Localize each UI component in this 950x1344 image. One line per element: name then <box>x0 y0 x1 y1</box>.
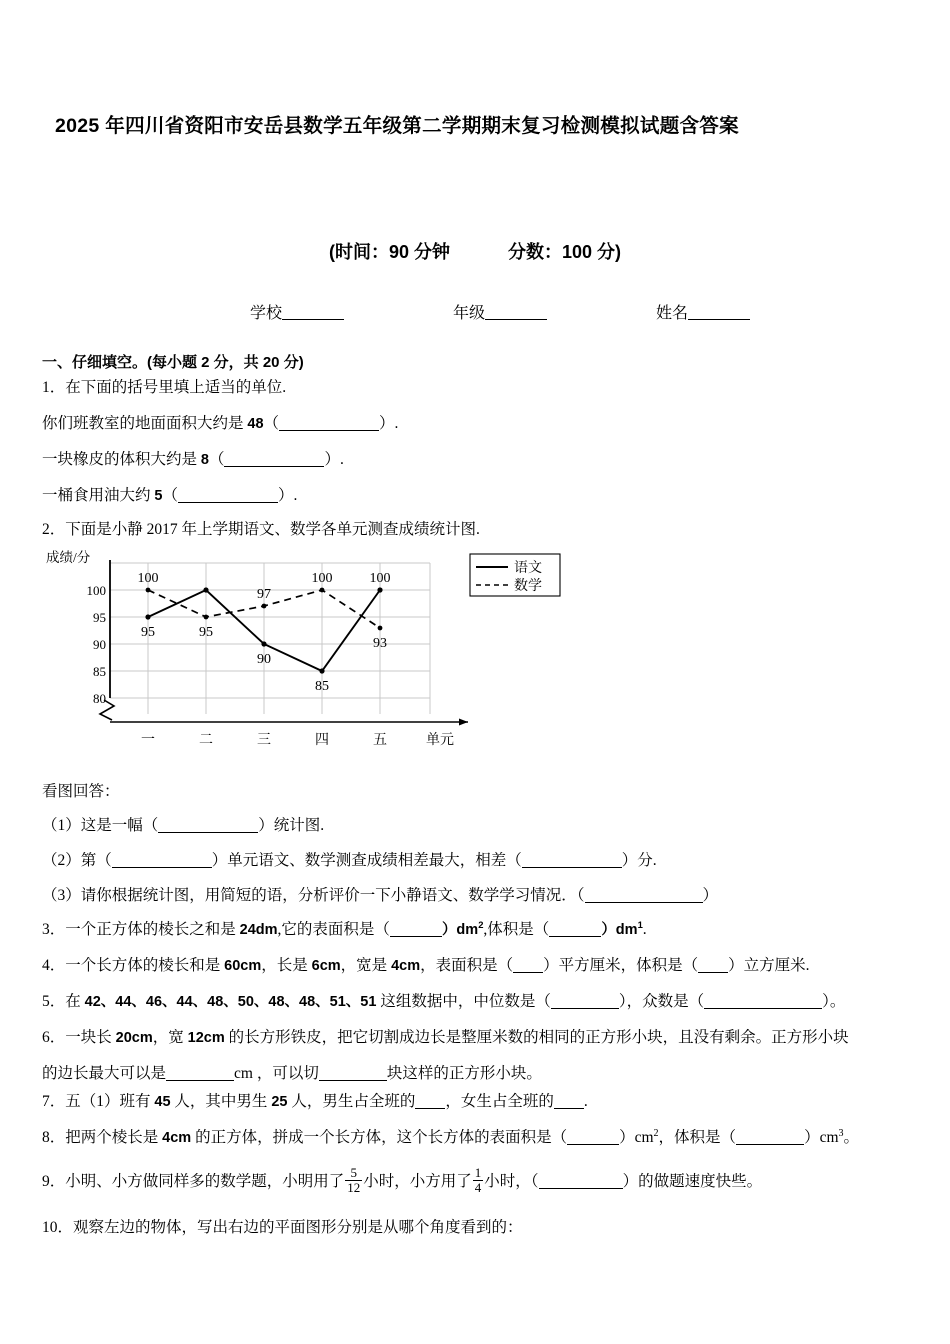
q9-fraction-1-numerator: 5 <box>345 1166 362 1181</box>
question-8 <box>42 1126 859 1150</box>
question-5 <box>42 990 845 1014</box>
q7-blank-1[interactable] <box>415 1094 445 1110</box>
svg-text:97: 97 <box>257 587 271 602</box>
q3-part-4: 2 <box>478 919 484 931</box>
q8-value-1: 4cm <box>162 1130 192 1147</box>
svg-text:三: 三 <box>257 733 271 748</box>
q7-e: . <box>583 1093 588 1110</box>
q1-line1-value: 48 <box>247 416 264 432</box>
q2-sub3-blank[interactable] <box>585 888 703 904</box>
q2-sub1-blank[interactable] <box>158 818 258 834</box>
chart-y-tick-labels <box>87 583 107 706</box>
exam-time-label: (时间：90 分钟 <box>328 242 450 262</box>
svg-text:85: 85 <box>93 664 106 679</box>
q5-data: 42、44、46、44、48、50、48、48、51、51 <box>84 994 377 1010</box>
q9-a: 小明、小方做同样多的数学题，小明用了 <box>65 1172 345 1190</box>
grade-field[interactable] <box>453 300 547 323</box>
question-1-line-3: 一桶食用油大约 5（ ）. <box>42 487 298 504</box>
q3-part-1: 24dm <box>239 922 278 938</box>
svg-text:100: 100 <box>311 571 333 586</box>
q2-sub1-post: ）统计图. <box>258 817 325 834</box>
school-field-label: 学校 <box>250 305 283 322</box>
q6-l1-b: ，宽 <box>152 1029 188 1046</box>
q9-fraction-2-denominator: 4 <box>474 1179 482 1195</box>
question-4 <box>42 954 810 978</box>
q8-b: 的正方体，拼成一个长方体，这个长方体的表面积是（ <box>191 1129 568 1147</box>
chart-svg <box>38 548 598 760</box>
q1-line2-post: ）. <box>324 451 344 468</box>
question-10 <box>42 1216 523 1239</box>
q3-blank-2[interactable] <box>549 922 601 938</box>
school-field[interactable] <box>250 300 344 323</box>
q1-line1-blank[interactable] <box>279 416 379 432</box>
q4-blank-1[interactable] <box>513 958 543 974</box>
question-1-number: 1． <box>42 379 66 396</box>
q8-a: 把两个棱长是 <box>65 1129 163 1147</box>
question-2 <box>42 518 480 541</box>
question-5-number: 5． <box>42 993 66 1010</box>
q8-blank-1[interactable] <box>567 1130 619 1146</box>
exam-meta <box>0 238 950 264</box>
q9-d: ）的做题速度快些。 <box>622 1172 763 1190</box>
q6-blank-2[interactable] <box>319 1066 387 1082</box>
svg-text:93: 93 <box>373 636 387 651</box>
q7-value-2: 25 <box>271 1094 288 1110</box>
question-2-number: 2． <box>42 521 66 538</box>
svg-text:四: 四 <box>315 733 329 748</box>
chart-x-axis-arrow <box>459 719 468 726</box>
q8-sup-2: 3 <box>838 1128 844 1139</box>
question-2-stem: 下面是小静 2017 年上学期语文、数学各单元测查成绩统计图. <box>65 521 480 538</box>
q4-value-3: 4cm <box>391 958 421 974</box>
q9-fraction-1 <box>345 1166 362 1194</box>
page-title: 2025 年四川省资阳市安岳县数学五年级第二学期期末复习检测模拟试题含答案 <box>55 115 739 137</box>
q1-line2-value: 8 <box>200 452 209 468</box>
q2-sub2-number: （2） <box>42 852 81 869</box>
q7-c: 人，男生占全班的 <box>287 1093 416 1110</box>
q3-part-3: ）dm <box>441 922 479 938</box>
question-6-number: 6． <box>42 1029 66 1046</box>
q3-part-8: . <box>642 921 647 938</box>
q4-text-b: ，长是 <box>261 957 312 974</box>
q3-part-7: 1 <box>637 919 643 931</box>
question-10-number: 10． <box>42 1219 74 1236</box>
question-1-stem: 在下面的括号里填上适当的单位. <box>65 379 287 396</box>
chart-x-tick-labels <box>141 732 387 748</box>
q1-line3-pre: 一桶食用油大约 <box>42 487 155 504</box>
q2-sub2-blank-1[interactable] <box>112 853 212 869</box>
question-9-number: 9． <box>42 1172 66 1190</box>
chart-legend-label-math: 数学 <box>514 579 542 594</box>
question-1 <box>42 376 286 399</box>
q4-blank-2[interactable] <box>698 958 728 974</box>
svg-text:85: 85 <box>315 679 329 694</box>
chart-legend-label-chinese: 语文 <box>514 561 542 576</box>
q9-b: 小时，小方用了 <box>363 1172 472 1190</box>
q2-sub1-number: （1） <box>42 817 81 834</box>
svg-text:90: 90 <box>93 637 106 652</box>
name-field-blank[interactable] <box>688 304 750 320</box>
question-4-number: 4． <box>42 957 66 974</box>
question-2-sub-1 <box>42 814 324 837</box>
q2-sub1-pre: 这是一幅（ <box>80 817 159 834</box>
q4-value-2: 6cm <box>311 958 341 974</box>
q1-line2-blank[interactable] <box>224 452 324 468</box>
question-7 <box>42 1090 588 1114</box>
q6-l2-a: 的边长最大可以是 <box>42 1065 167 1082</box>
student-fields <box>250 300 750 323</box>
q4-text-d: ，表面积是（ <box>420 957 514 974</box>
question-1-line-2: 一块橡皮的体积大约是 8（ ）. <box>42 451 344 468</box>
q1-line3-blank[interactable] <box>178 488 278 504</box>
q9-blank[interactable] <box>539 1173 623 1189</box>
chart-series-math-labels <box>138 571 388 651</box>
q1-line2-pre: 一块橡皮的体积大约是 <box>42 451 201 468</box>
q3-part-0: 一个正方体的棱长之和是 <box>65 921 240 938</box>
q2-sub3-post: ） <box>702 887 719 904</box>
q8-e: ）cm <box>804 1129 839 1147</box>
q1-line1-post: ）. <box>379 415 399 432</box>
q5-mid-2: ），众数是（ <box>618 993 705 1010</box>
chart-x-axis-title: 单元 <box>426 733 454 748</box>
q2-sub2-post: ）分. <box>621 852 657 869</box>
q8-sup-1: 2 <box>653 1128 659 1139</box>
q7-b: 人，其中男生 <box>170 1093 272 1110</box>
q6-l1-c: 的长方形铁皮，把它切割成边长是整厘米数的相同的正方形小块，且没有剩余。正方形小块 <box>224 1029 849 1046</box>
section-1-heading: 一、仔细填空。(每小题 2 分，共 20 分) <box>42 354 304 371</box>
grade-field-label: 年级 <box>452 305 485 322</box>
q4-text-f: ）立方厘米. <box>728 957 810 974</box>
svg-text:100: 100 <box>137 571 159 586</box>
q2-sub2-blank-2[interactable] <box>522 853 622 869</box>
question-3 <box>42 918 647 942</box>
question-8-number: 8． <box>42 1129 66 1147</box>
q5-blank-2[interactable] <box>704 994 822 1010</box>
question-3-number: 3． <box>42 921 66 938</box>
question-2-sub-2 <box>42 849 657 872</box>
svg-text:80: 80 <box>93 691 106 706</box>
svg-text:100: 100 <box>369 571 391 586</box>
q7-d: ，女生占全班的 <box>445 1093 554 1110</box>
svg-text:95: 95 <box>199 625 213 640</box>
q4-text-c: ，宽是 <box>340 957 392 974</box>
q8-f: 。 <box>843 1129 860 1147</box>
q3-part-6: ）dm <box>601 922 638 938</box>
q6-l1-a: 一块长 <box>65 1029 116 1046</box>
q8-c: ）cm <box>619 1129 654 1147</box>
svg-text:一: 一 <box>141 733 155 748</box>
q6-value-1: 20cm <box>115 1030 153 1046</box>
svg-text:90: 90 <box>257 652 271 667</box>
name-field-label: 姓名 <box>655 305 688 322</box>
question-2-prompt: 看图回答： <box>42 783 120 800</box>
q9-fraction-2 <box>473 1166 484 1194</box>
question-9 <box>42 1166 762 1194</box>
q7-value-1: 45 <box>154 1094 171 1110</box>
q2-sub3-number: （3） <box>42 887 81 904</box>
q6-blank-1[interactable] <box>166 1066 234 1082</box>
school-field-blank[interactable] <box>282 304 344 320</box>
q8-d: ，体积是（ <box>658 1129 737 1147</box>
q5-post: ）。 <box>822 993 846 1010</box>
q9-fraction-2-numerator: 1 <box>474 1165 482 1180</box>
grade-field-blank[interactable] <box>485 304 547 320</box>
q3-part-2: ,它的表面积是（ <box>277 921 390 938</box>
q5-blank-1[interactable] <box>551 994 619 1010</box>
question-6-line-2 <box>42 1062 542 1085</box>
q7-blank-2[interactable] <box>554 1094 584 1110</box>
chart-legend <box>470 554 560 596</box>
question-1-line-1: 你们班教室的地面面积大约是 48（ ）. <box>42 415 399 432</box>
q1-line3-value: 5 <box>154 488 163 504</box>
question-10-text: 观察左边的物体，写出右边的平面图形分别是从哪个角度看到的： <box>73 1219 523 1236</box>
name-field[interactable] <box>656 300 750 323</box>
q9-fraction-1-denominator: 12 <box>347 1179 361 1195</box>
q4-value-1: 60cm <box>224 958 262 974</box>
q3-blank-1[interactable] <box>390 922 442 938</box>
question-6-line-1 <box>42 1026 849 1050</box>
exam-score-label: 分数：100 分) <box>508 242 622 262</box>
question-2-sub-3 <box>42 884 718 907</box>
q7-a: 五（1）班有 <box>65 1093 155 1110</box>
q8-blank-2[interactable] <box>736 1130 804 1146</box>
q2-sub2-mid: ）单元语文、数学测查成绩相差最大，相差（ <box>211 852 522 869</box>
q4-text-a: 一个长方体的棱长和是 <box>65 957 225 974</box>
svg-text:二: 二 <box>199 733 213 748</box>
q9-c: 小时，（ <box>484 1172 539 1190</box>
q5-mid: 这组数据中，中位数是（ <box>376 993 551 1010</box>
q6-l2-c: 块这样的正方形小块。 <box>386 1065 542 1082</box>
question-7-number: 7． <box>42 1093 66 1110</box>
svg-text:95: 95 <box>93 610 106 625</box>
q2-sub2-pre: 第（ <box>80 852 112 869</box>
chart-y-axis-title: 成绩/分 <box>46 550 91 565</box>
svg-text:95: 95 <box>141 625 155 640</box>
q1-line1-pre: 你们班教室的地面面积大约是 <box>42 415 248 432</box>
svg-text:100: 100 <box>86 583 106 598</box>
line-chart <box>38 548 598 760</box>
q1-line3-post: ）. <box>277 487 298 504</box>
q5-pre: 在 <box>65 993 85 1010</box>
q4-text-e: ）平方厘米，体积是（ <box>543 957 699 974</box>
q3-part-5: ,体积是（ <box>483 921 550 938</box>
q2-sub3-pre: 请你根据统计图，用简短的语，分析评价一下小静语文、数学学习情况．（ <box>80 887 585 904</box>
svg-text:五: 五 <box>373 733 387 748</box>
q6-value-2: 12cm <box>187 1030 225 1046</box>
q6-l2-b: cm ，可以切 <box>234 1065 319 1082</box>
